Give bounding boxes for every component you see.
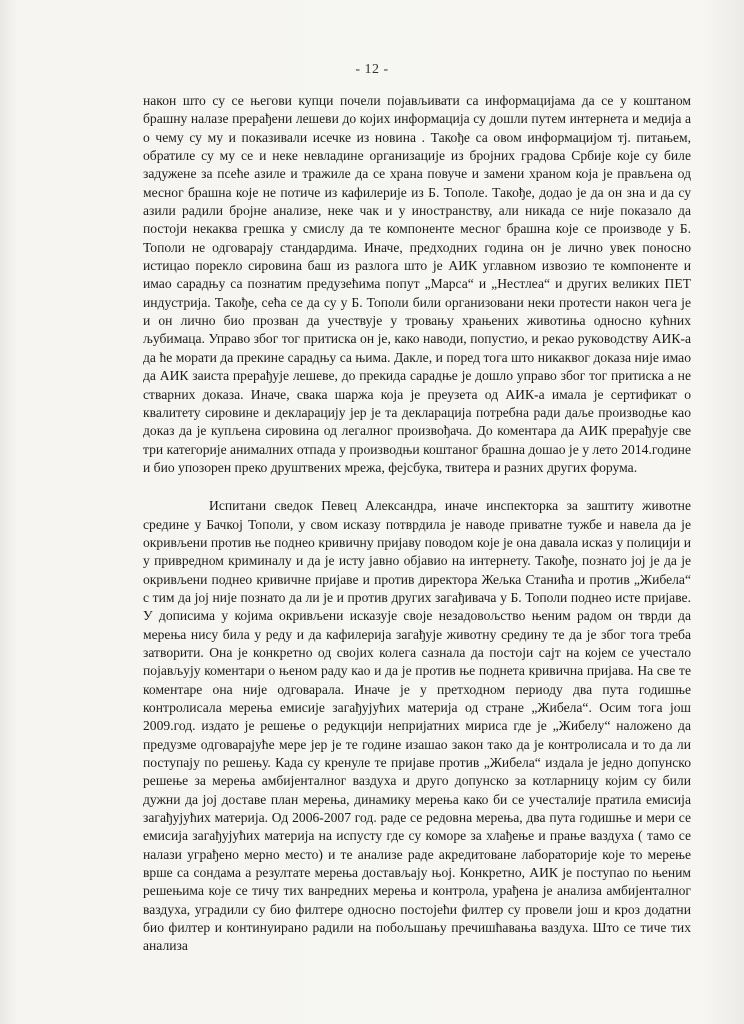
paragraph-1: након што су се његови купци почели појављивати са информацијама да се у коштаном брашну налазе прерађени лешеви до којих информација су дошли путем интернета и медија а о чему су му и показивали исечке из новина . Такође са овом информацијом тј. питањем, обратиле су му се и неке невладине организације из бројних градова Србије које су биле задужене за псеће азиле и тражиле да се храна повуче и замени храном која је прављена од месног брашна које не потиче из кафилерије из Б. Тополе. Такође, додао је да он зна и да су азили радили бројне анализе, неке чак и у иностранству, али никада се није показало да постоји некаква грешка у смислу да те компоненте месног брашна које се производе у Б. Тополи не одговарају стандардима. Иначе, предходних година он је лично увек поносно истицао порекло сировина баш из разлога што је АИК углавном извозио те компоненте и имао сарадњу са познатим предузећима попут „Марса“ и „Нестлеа“ и других великих ПЕТ индустрија. Такође, сећа се да су у Б. Тополи били организовани неки протести након чега је и он лично био прозван да учествује у тровању храњених животиња односно кућних љубимаца. Управо због тог притиска он је, како наводи, попустио, и рекао руководству АИК-а да ће морати да прекине сарадњу са њима. Дакле, и поред тога што никаквог доказа није имао да АИК заиста прерађује лешеве, до прекида сарадње је дошло управо због тог притиска а не стварних доказа. Иначе, свака шаржа која је преузета од АИК-а имала је сертификат о квалитету сировине и декларацију јер је та декларација потребна ради даље производње као доказ да је купљена сировина од легалног произвођача. До коментара да АИК прерађује све три категорије анималних отпада у производњи коштаног брашна дошао је у лето 2014.године и био упозорен преко друштвених мрежа, фејсбука, твитера и разних других форума. [143,93,691,475]
document-body [143,92,691,956]
page-number: - 12 - [355,62,389,77]
paragraph-2: Испитани сведок Певец Александра, иначе инспекторка за заштиту животне средине у Бачкој Тополи, у свом исказу потврдила је наводе приватне тужбе и навела да је окривљени против ње поднео кривичну пријаву поводом које је она давала исказ у полицији и у привредном криминалу и да је исту јавно објавио на интернету. Такође, познато јој је да је окривљени поднео кривичне пријаве и против директора Жељка Станића и против „Жибела“ с тим да јој није познато да ли је и против других загађивача у Б. Тополи поднео исте пријаве. У дописима у којима окривљени исказује своје незадовољство њеним радом он тврди да мерења нису била у реду и да кафилерија загађује животну средину те да је због тога треба затворити. Она је конкретно од својих колега сазнала да постоји сајт на којем се учестало појављују коментари о њеном раду као и да је против ње поднета кривична пријава. На све те коментаре она није одговарала. Иначе је у претходном периоду два пута годишње контролисала мерења емисије загађујућих материја од стране „Жибела“. Осим тога још 2009.год. издато је решење о редукцији непријатних мириса где је „Жибелу“ наложено да предузме одговарајуће мере јер је те године изашао закон тако да је контролисала и то да ли поступају по решењу. Када су кренуле те пријаве против „Жибела“ издала је једно допунско решење за мерења амбијенталног ваздуха и друго допунско за котларницу којим су били дужни да јој доставе план мерења, динамику мерења како би се учесталије пратила емисија загађујућих материја. Од 2006-2007 год. раде се редовна мерења, два пута годишње и мери се емисија загађујућих материја на испусту где су коморе за хлађење и прање ваздуха ( тамо се налази уграђено мерно место) и те анализе раде акредитоване лабораторије које то мерење врше са сондама а резултате мерења достављају њој. Конкретно, АИК је поступао по њеним решењима које се тичу тих ванредних мерења и контрола, урађена је анализа амбијенталног ваздуха, уградили су био филтере односно постојећи филтер су провели још и кроз додатни био филтер и континуирано радили на побољшању пречишћавања ваздуха. Што се тиче тих анализа [143,498,691,954]
